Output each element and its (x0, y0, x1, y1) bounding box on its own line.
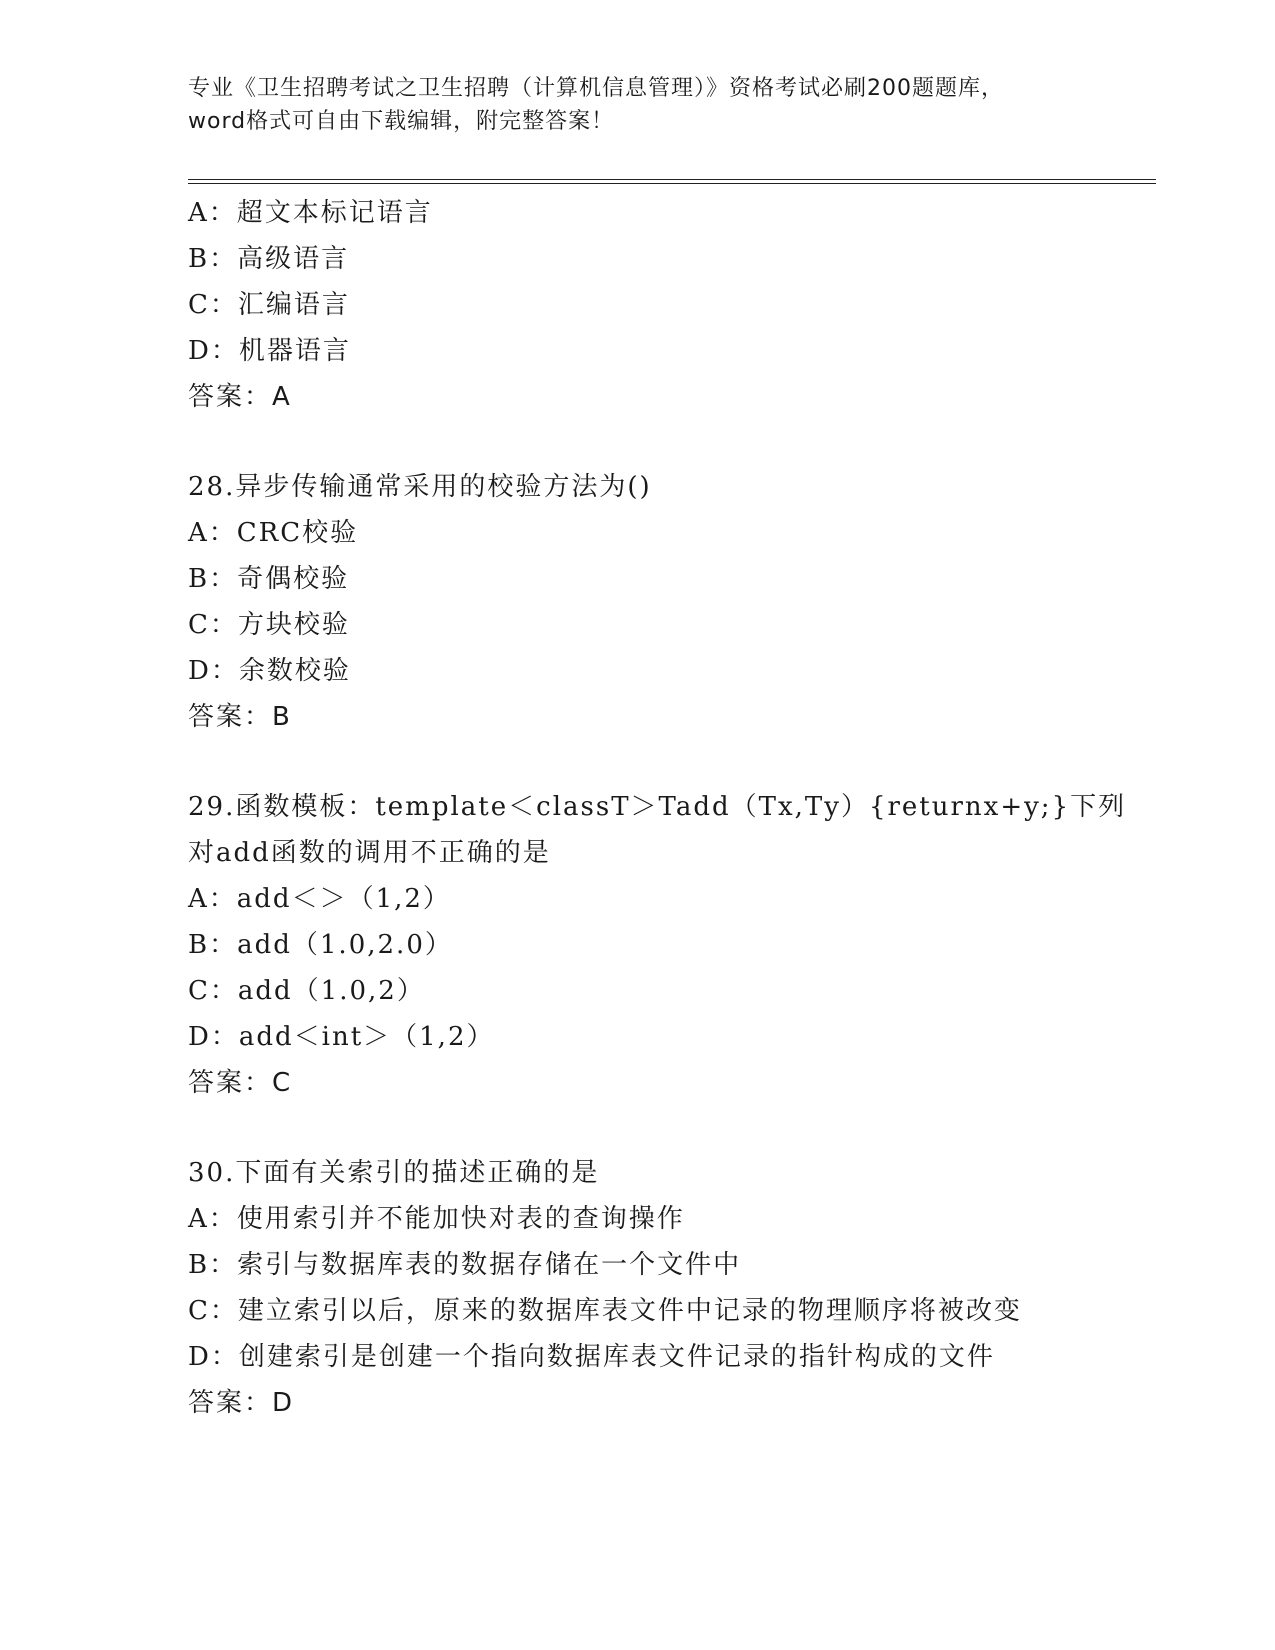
option-a: A：超文本标记语言 (188, 198, 433, 228)
answer: 答案：B (188, 702, 292, 732)
option-b: B：索引与数据库表的数据存储在一个文件中 (188, 1250, 742, 1280)
spacer (188, 420, 1088, 464)
spacer (188, 1106, 1088, 1150)
header-line-2: word格式可自由下载编辑，附完整答案！ (188, 109, 615, 134)
document-body (188, 190, 1127, 1426)
option-d: D：机器语言 (188, 336, 351, 366)
option-d: D：创建索引是创建一个指向数据库表文件记录的指针构成的文件 (188, 1342, 995, 1372)
option-a: A：CRC校验 (188, 518, 359, 548)
question-text: 28.异步传输通常采用的校验方法为() (188, 472, 652, 502)
header-divider (188, 179, 1156, 184)
page-header (188, 72, 1088, 138)
answer: 答案：A (188, 382, 292, 412)
question-29 (188, 784, 1127, 1106)
option-b: B：add（1.0,2.0） (188, 930, 453, 960)
option-c: C：汇编语言 (188, 290, 350, 320)
question-text-line-2: 对add函数的调用不正确的是 (188, 838, 551, 868)
option-d: D：余数校验 (188, 656, 351, 686)
spacer (188, 740, 1088, 784)
option-d: D：add＜int＞（1,2） (188, 1022, 495, 1052)
option-c: C：方块校验 (188, 610, 350, 640)
question-28 (188, 464, 1088, 740)
question-30 (188, 1150, 1088, 1426)
question-text-line-1: 29.函数模板：template＜classT＞Tadd（Tx,Ty）{returnx+y;}下列 (188, 792, 1127, 822)
answer: 答案：C (188, 1068, 293, 1098)
question-27 (188, 190, 1088, 420)
question-text: 30.下面有关索引的描述正确的是 (188, 1158, 600, 1188)
header-line-1: 专业《卫生招聘考试之卫生招聘（计算机信息管理）》资格考试必刷200题题库， (188, 76, 1004, 101)
option-c: C：建立索引以后，原来的数据库表文件中记录的物理顺序将被改变 (188, 1296, 1022, 1326)
option-a: A：add＜＞（1,2） (188, 884, 451, 914)
answer: 答案：D (188, 1388, 295, 1418)
option-c: C：add（1.0,2） (188, 976, 425, 1006)
option-b: B：奇偶校验 (188, 564, 350, 594)
option-b: B：高级语言 (188, 244, 350, 274)
option-a: A：使用索引并不能加快对表的查询操作 (188, 1204, 685, 1234)
